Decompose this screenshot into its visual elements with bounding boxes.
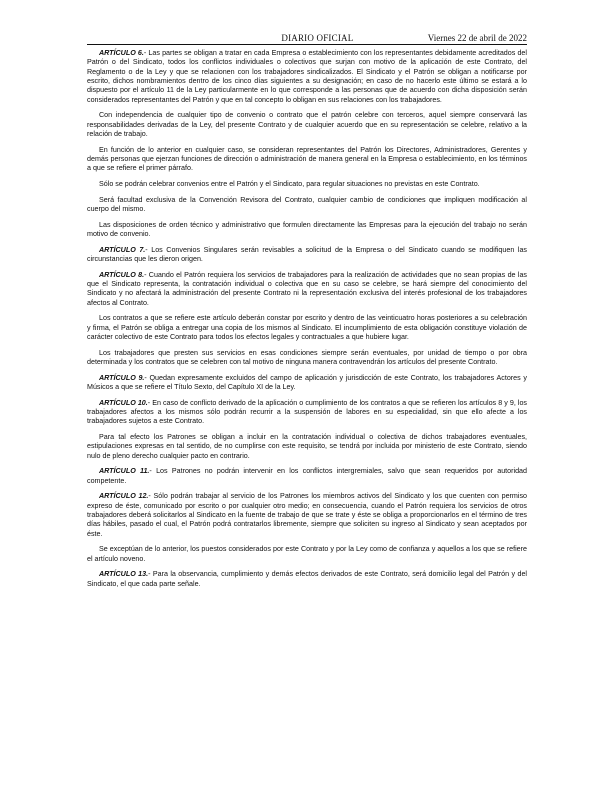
paragraph	[87, 111, 527, 139]
paragraph-text: Los contratos a que se refiere este artículo deberán constar por escrito y dentro de las veinticuatro horas posteriores a su celebración y firma, el Patrón se obliga a entregar una copia de los mismos al Sindicato. El incumplimiento de esta obligación constituye violación de carácter colectivo de este Contrato para todos los efectos legales y contractuales a que hubiere lugar.	[87, 314, 527, 341]
paragraph-text: - En caso de conflicto derivado de la aplicación o cumplimiento de los contratos a que se refieren los artículos 8 y 9, los trabajadores afectos a los mismos sólo podrán recurrir a la suspensión de labores en su especialidad, sin que ello afecte a los trabajadores sujetos a este Contrato.	[87, 398, 527, 426]
article-title: ARTÍCULO 7.	[99, 245, 146, 254]
paragraph-text: Se exceptúan de lo anterior, los puestos considerados por este Contrato y por la Ley como de confianza y aquellos a los que se refiere el artículo noveno.	[87, 545, 527, 563]
paragraph-article-11	[87, 467, 527, 486]
paragraph	[87, 314, 527, 342]
paragraph-text: Con independencia de cualquier tipo de convenio o contrato que el patrón celebre con terceros, aquel siempre conservará las responsabilidades derivadas de la Ley, del presente Contrato y de cualquier acuerdo que en su representación se celebre, relativo a la relación de trabajo.	[87, 111, 527, 139]
paragraph	[87, 196, 527, 215]
paragraph-article-12	[87, 492, 527, 539]
paragraph-article-8	[87, 271, 527, 308]
article-title: ARTÍCULO 10.	[99, 398, 148, 407]
page-header	[87, 33, 527, 45]
article-title: ARTÍCULO 8.	[99, 270, 145, 279]
paragraph-text: - Los Patrones no podrán intervenir en los conflictos intergremiales, salvo que sean requeridos por autoridad competente.	[87, 467, 527, 485]
article-title: ARTÍCULO 12.	[99, 492, 149, 501]
paragraph-text: Los trabajadores que presten sus servicios en esas condiciones siempre serán eventuales, por unidad de tiempo o por obra determinada y los contratos que se celebren con tal motivo de ninguna manera contravendrán los artículos del presente Contrato.	[87, 348, 527, 366]
document-page	[87, 33, 527, 595]
paragraph-text: - Los Convenios Singulares serán revisables a solicitud de la Empresa o del Sindicato cuando se modifiquen las circunstancias que les dieron origen.	[87, 245, 527, 263]
paragraph	[87, 221, 527, 240]
paragraph-article-6	[87, 49, 527, 105]
paragraph-article-10	[87, 399, 527, 427]
publication-date: Viernes 22 de abril de 2022	[427, 33, 527, 43]
paragraph	[87, 180, 527, 189]
publication-name: DIARIO OFICIAL	[281, 33, 354, 43]
paragraph-article-9	[87, 374, 527, 393]
paragraph	[87, 545, 527, 564]
article-title: ARTÍCULO 11.	[99, 467, 150, 476]
article-title: ARTÍCULO 6.	[99, 49, 144, 57]
paragraph-text: - Cuando el Patrón requiera los servicios de trabajadores para la realización de actividades que no sean propias de las que el Sindicato representa, la contratación individual o colectiva que en su caso se celebre, se hará siempre del conocimiento del Sindicato y no afectará la administración del presente Contrato ni la representación exclusiva del interés profesional de los trabajadores afectos al Contrato.	[87, 270, 528, 307]
paragraph	[87, 433, 527, 461]
paragraph-text: Sólo se podrán celebrar convenios entre el Patrón y el Sindicato, para regular situaciones no previstas en este Contrato.	[99, 180, 480, 189]
paragraph-text: En función de lo anterior en cualquier caso, se consideran representantes del Patrón los Directores, Administradores, Gerentes y demás personas que ejerzan funciones de dirección o administración de manera general en la Empresa o establecimiento, en los términos a que se refiere el primer párrafo.	[87, 145, 527, 173]
paragraph-text: - Sólo podrán trabajar al servicio de los Patrones los miembros activos del Sindicato y los que cuenten con permiso expreso de éste, comunicado por escrito o por cualquier otro medio; en consecuencia, cuando el Patrón requiera los servicios de otros trabajadores deberá solicitarlos al Sindicato en la fuente de trabajo de que se trate y éste se obliga a proporcionarlos en el término de tres días hábiles, pasado el cual, el Patrón podrá contratarlos libremente, siempre que soliciten su ingreso al Sindicato y sean aceptados por éste.	[87, 492, 527, 538]
document-body	[87, 49, 527, 589]
paragraph-text: - Quedan expresamente excluidos del campo de aplicación y jurisdicción de este Contrato, los trabajadores Actores y Músicos a que se refiere el Título Sexto, del Capítulo XI de la Ley.	[87, 373, 527, 391]
paragraph	[87, 349, 527, 368]
paragraph-text: Las disposiciones de orden técnico y administrativo que formulen directamente las Empresas para la ejecución del trabajo no serán motivo de convenio.	[87, 220, 527, 238]
article-title: ARTÍCULO 13.	[99, 570, 149, 579]
paragraph-text: Para tal efecto los Patrones se obligan a incluir en la contratación individual o colectiva de dichos trabajadores eventuales, estipulaciones expresas en tal sentido, de no cumplirse con este requisito, se tendrá por incluida por ministerio de este Contrato, siendo nulo de pleno derecho cualquier pacto en contrario.	[87, 432, 527, 460]
paragraph-text: - Las partes se obligan a tratar en cada Empresa o establecimiento con los representantes debidamente acreditados del Patrón o del Sindicato, todos los conflictos individuales o colectivos que surjan con motivo de la aplicación de este Contrato, del Reglamento o de la Ley y que se relacionen con los trabajadores sindicalizados. El Sindicato y el Patrón se obligan a notificarse por escrito, dichos nombramientos dentro de los cinco días siguientes a su designación; en caso de no hacerlo este último se estará a lo dispuesto por el artículo 11 de la Ley particularmente en lo que corresponde a las personas que de acuerdo con dicha disposición serán considerados representantes del Patrón y que en tal concepto lo obligan en sus relaciones con los trabajadores.	[87, 49, 527, 104]
article-title: ARTÍCULO 9.	[99, 373, 145, 382]
paragraph-article-13	[87, 570, 527, 589]
paragraph-text: - Para la observancia, cumplimiento y demás efectos derivados de este Contrato, será domicilio legal del Patrón y del Sindicato, el que cada parte señale.	[87, 570, 527, 588]
paragraph-article-7	[87, 246, 527, 265]
paragraph	[87, 146, 527, 174]
paragraph-text: Será facultad exclusiva de la Convención Revisora del Contrato, cualquier cambio de condiciones que impliquen modificación al cuerpo del mismo.	[87, 195, 527, 213]
